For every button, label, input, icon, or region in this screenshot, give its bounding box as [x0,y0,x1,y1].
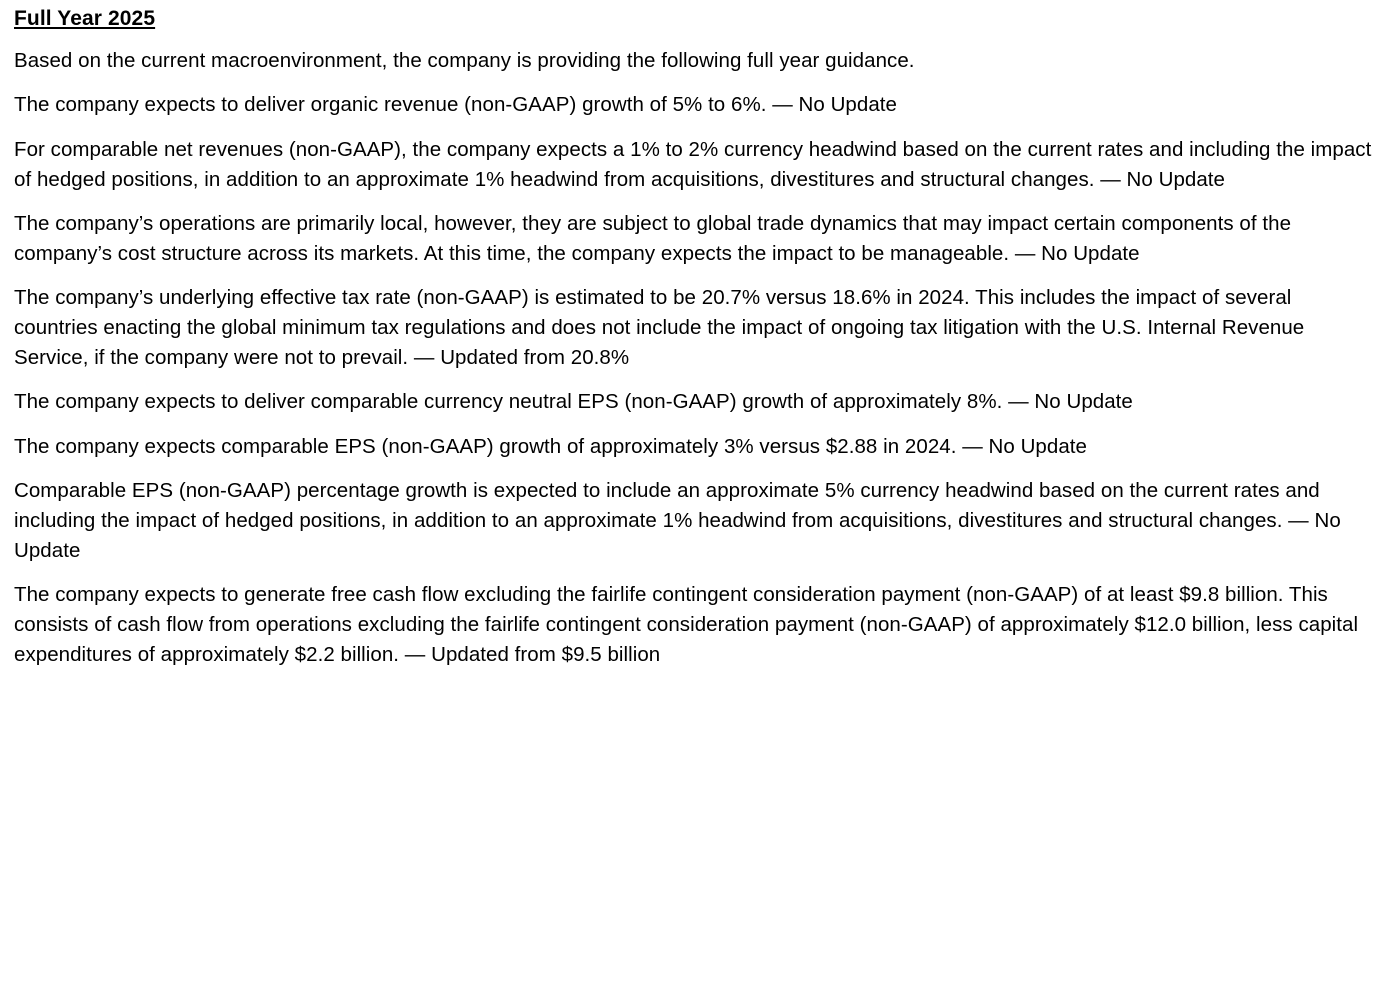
guidance-paragraph: The company’s underlying effective tax rate (non-GAAP) is estimated to be 20.7% versus 18.6% in 2024. This includes the impact of several countries enacting the global minimum tax regulations and does not include the impact of ongoing tax litigation with the U.S. Internal Revenue Service, if the company were not to prevail. — Updated from 20.8% [14,286,1305,370]
guidance-paragraph: For comparable net revenues (non-GAAP), the company expects a 1% to 2% currency headwind based on the current rates and including the impact of hedged positions, in addition to an approximate 1% headwind from acquisitions, divestitures and structural changes. — No Update [14,137,1372,191]
page-title: Full Year 2025 [14,7,156,30]
guidance-paragraph: The company expects to deliver organic revenue (non-GAAP) growth of 5% to 6%. — No Update [14,93,897,117]
guidance-paragraph: The company’s operations are primarily local, however, they are subject to global trade dynamics that may impact certain components of the company’s cost structure across its markets. At this time, the company expects the impact to be manageable. — No Update [14,211,1292,265]
guidance-paragraph: Comparable EPS (non-GAAP) percentage growth is expected to include an approximate 5% currency headwind based on the current rates and including the impact of hedged positions, in addition to an approximate 1% headwind from acquisitions, divestitures and structural changes. — No Update [14,478,1341,562]
guidance-paragraph: The company expects to deliver comparable currency neutral EPS (non-GAAP) growth of approximately 8%. — No Update [14,390,1133,414]
guidance-paragraph: Based on the current macroenvironment, the company is providing the following full year guidance. [14,49,915,73]
guidance-paragraph: The company expects comparable EPS (non-GAAP) growth of approximately 3% versus $2.88 in 2024. — No Update [14,434,1087,458]
guidance-paragraph: The company expects to generate free cash flow excluding the fairlife contingent consideration payment (non-GAAP) of at least $9.8 billion. This consists of cash flow from operations excluding the fairlife contingent consideration payment (non-GAAP) of approximately $12.0 billion, less capital expenditures of approximately $2.2 billion. — Updated from $9.5 billion [14,583,1359,667]
